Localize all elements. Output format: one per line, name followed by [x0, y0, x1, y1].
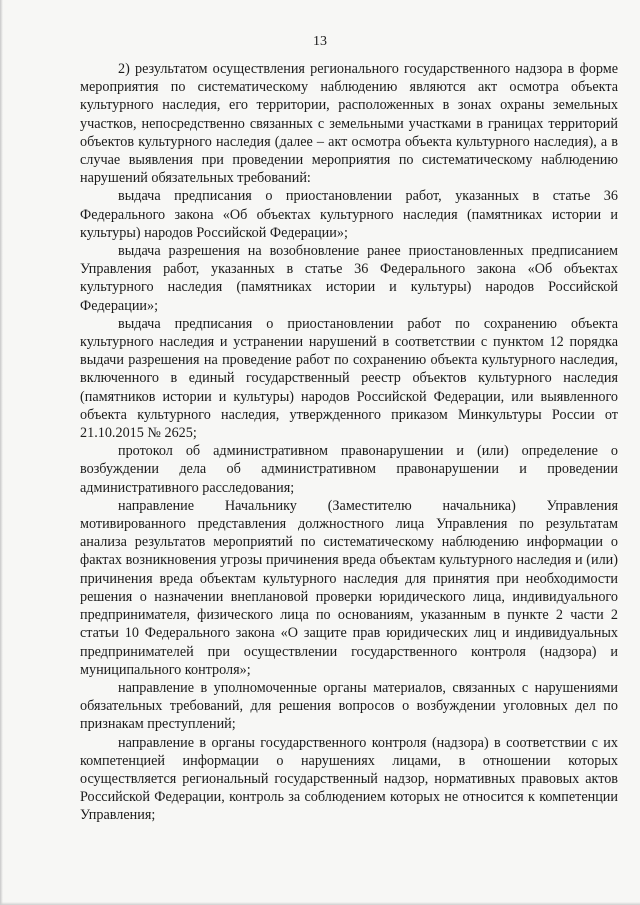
paragraph-preservation-suspension: выдача предписания о приостановлении работ по сохранению объекта культурного наследия и устранении нарушений в соответствии с пунктом 12 порядка выдачи разрешения на проведение работ по сохранению объекта культурного наследия, включенного в единый государственный реестр объектов культурного наследия (памятников истории и культуры) народов Российской Федерации, или выявленного объекта культурного наследия, утвержденного приказом Минкультуры России от 21.10.2015 № 2625;	[80, 315, 618, 442]
paragraph-competent-authorities: направление в органы государственного контроля (надзора) в соответствии с их компетенцией информации о нарушениях лицами, в отношении которых осуществляется региональный государственный надзор, нормативных правовых актов Российской Федерации, контроль за соблюдением которых не относится к компетенции Управления;	[80, 734, 618, 824]
paragraph-resumption-permit: выдача разрешения на возобновление ранее приостановленных предписанием Управления работ, указанных в статье 36 Федерального закона «Об объектах культурного наследия (памятниках истории и культуры) народов Российской Федерации»;	[80, 243, 618, 314]
paragraph-motivated-submission: направление Начальнику (Заместителю начальника) Управления мотивированного представления должностного лица Управления по результатам анализа результатов мероприятий по систематическому наблюдению информации о фактах возникновения угрозы причинения вреда объектам культурного наследия и (или) причинения вреда объектам культурного наследия для принятия при необходимости решения о назначении внеплановой проверки юридического лица, индивидуального предпринимателя, физического лица по основаниям, указанным в пункте 2 части 2 статьи 10 Федерального закона «О защите прав юридических лиц и индивидуальных предпринимателей при осуществлении государственного контроля (надзора) и муниципального контроля»;	[80, 497, 618, 678]
document-body	[80, 60, 618, 825]
paragraph-result-act: 2) результатом осуществления регионального государственного надзора в форме мероприятия по систематическому наблюдению являются акт осмотра объекта культурного наследия, его территории, расположенных в зонах охраны земельных участков, непосредственно связанных с земельными участками в границах территорий объектов культурного наследия (далее – акт осмотра объекта культурного наследия), а в случае выявления при проведении мероприятия по систематическому наблюдению нарушений обязательных требований:	[80, 61, 618, 187]
scan-left-edge	[0, 0, 3, 905]
paragraph-criminal-materials: направление в уполномоченные органы материалов, связанных с нарушениями обязательных требований, для решения вопросов о возбуждении уголовных дел по признакам преступлений;	[80, 679, 618, 733]
paragraph-protocol: протокол об административном правонарушении и (или) определение о возбуждении дела об административном правонарушении и проведении административного расследования;	[80, 443, 618, 496]
page-number: 13	[313, 34, 327, 49]
paragraph-suspension-order: выдача предписания о приостановлении работ, указанных в статье 36 Федерального закона «Об объектах культурного наследия (памятниках истории и культуры) народов Российской Федерации»;	[80, 188, 618, 241]
